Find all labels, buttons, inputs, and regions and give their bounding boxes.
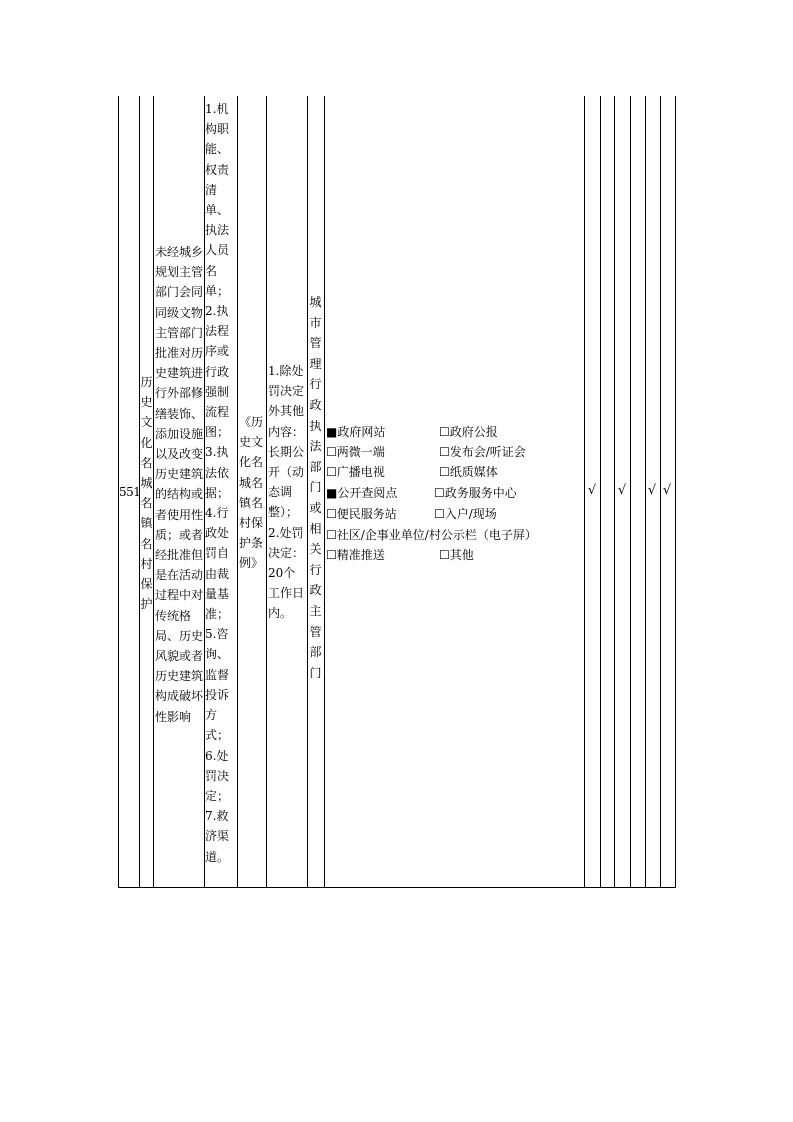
item-name-cell: 历史文化名城名镇名村保护: [140, 375, 153, 612]
checkbox-mark: ☐: [439, 445, 450, 459]
checkbox-mark: ☐: [439, 425, 450, 439]
channel-option: [326, 525, 537, 545]
row-number: 551: [119, 485, 141, 499]
check-mark: √: [587, 483, 597, 498]
check-mark: √: [647, 483, 657, 498]
channel-label: 政府网站: [337, 425, 386, 439]
channel-option: [326, 545, 385, 565]
channel-option: [434, 483, 517, 503]
checkbox-mark: ☐: [326, 445, 337, 459]
channel-label: 政府公报: [449, 425, 498, 439]
table-bottom-border: [118, 887, 675, 888]
time-limit-cell: 1.除处罚决定外其他内容：长期公开（动态调整）；2.处罚决定：20个工作日内。: [268, 364, 305, 621]
violation-cell: 未经城乡规划主管部门会同同级文物主管部门批准对历史建筑进行外部修缮装饰、添加设施以及改变历史建筑的结构或者使用性质；或者经批准但是在活动过程中对传统格局、历史风貌或者历史建筑构成破坏性影响: [155, 245, 204, 724]
channel-option: [439, 422, 498, 442]
channel-label: 社区/企事业单位/村公示栏（电子屏）: [336, 528, 537, 542]
checkbox-mark: ☐: [326, 548, 337, 562]
column-divider: [600, 96, 601, 888]
channel-label: 其他: [449, 548, 474, 562]
channel-label: 精准推送: [336, 548, 385, 562]
checkbox-mark: ☐: [434, 507, 445, 521]
column-divider: [584, 96, 585, 888]
channel-label: 纸质媒体: [449, 465, 498, 479]
check-mark: √: [662, 483, 672, 498]
checkbox-mark: ■: [326, 425, 338, 439]
column-divider: [266, 96, 267, 888]
channel-label: 两微一端: [336, 445, 385, 459]
channel-label: 入户/现场: [444, 507, 497, 521]
checkbox-mark: ☐: [326, 507, 337, 521]
legal-basis-cell: 《历史文化名城名镇名村保护条例》: [239, 415, 264, 571]
channel-label: 公开查阅点: [337, 486, 398, 500]
checkbox-mark: ☐: [434, 486, 445, 500]
channel-label: 广播电视: [336, 465, 385, 479]
checkbox-mark: ☐: [439, 548, 450, 562]
table-border-right: [675, 96, 676, 888]
channel-option: [326, 462, 385, 482]
channel-label: 便民服务站: [336, 507, 397, 521]
channel-option: [439, 462, 498, 482]
channel-label: 政务服务中心: [444, 486, 517, 500]
column-divider: [614, 96, 615, 888]
channel-option: [326, 483, 397, 503]
channel-option: [439, 545, 474, 565]
column-divider: [324, 96, 325, 888]
check-mark: √: [617, 483, 627, 498]
checkbox-mark: ☐: [326, 528, 337, 542]
column-divider: [630, 96, 631, 888]
channel-option: [326, 422, 385, 442]
channel-option: [439, 442, 526, 462]
channel-option: [326, 442, 385, 462]
checkbox-mark: ☐: [326, 465, 337, 479]
subject-cell: 城市管理行政执法部门或相关行政主管部门: [309, 295, 322, 680]
channel-option: [434, 504, 497, 524]
column-divider: [153, 96, 154, 888]
checkbox-mark: ■: [326, 486, 338, 500]
checkbox-mark: ☐: [439, 465, 450, 479]
disclosure-content-cell: 1.机构职能、权责清单、执法人员名单；2.执法程序或行政强制流程图；3.执法依据；4.行政处罚自由裁量基准；5.咨询、监督投诉方式；6.处罚决定；7.救济渠道。: [205, 102, 230, 864]
channel-label: 发布会/听证会: [449, 445, 526, 459]
channel-option: [326, 504, 397, 524]
